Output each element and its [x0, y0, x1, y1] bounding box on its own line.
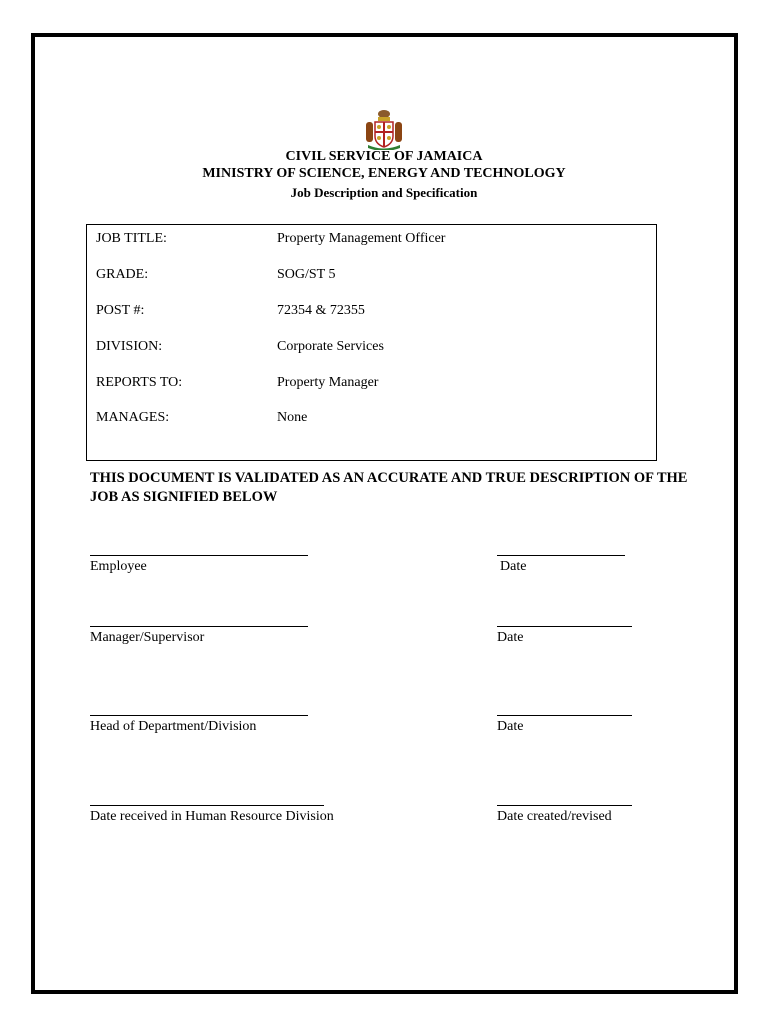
manager-signature-line[interactable]	[90, 626, 308, 627]
employee-signature-line[interactable]	[90, 555, 308, 556]
manages-value: None	[277, 410, 308, 425]
division-value: Corporate Services	[277, 339, 384, 354]
grade-label: GRADE:	[96, 267, 149, 282]
head-label: Head of Department/Division	[90, 719, 257, 734]
employee-date-label: Date	[500, 559, 527, 574]
manager-date-label: Date	[497, 630, 524, 645]
head-date-label: Date	[497, 719, 524, 734]
division-label: DIVISION:	[96, 339, 163, 354]
validation-statement: THIS DOCUMENT IS VALIDATED AS AN ACCURATE AND TRUE DESCRIPTION OF THE JOB AS SIGNIFIED BELOW	[90, 470, 688, 505]
head-signature-line[interactable]	[90, 715, 308, 716]
post-label: POST #:	[96, 303, 145, 318]
manager-date-line[interactable]	[497, 626, 632, 627]
job-title-label: JOB TITLE:	[96, 231, 167, 246]
created-revised-label: Date created/revised	[497, 809, 612, 824]
employee-label: Employee	[90, 559, 147, 574]
document-title: Job Description and Specification	[290, 185, 478, 200]
grade-value: SOG/ST 5	[277, 267, 336, 282]
org-heading: CIVIL SERVICE OF JAMAICA	[285, 149, 483, 164]
job-title-value: Property Management Officer	[277, 231, 446, 246]
reports-to-label: REPORTS TO:	[96, 375, 183, 390]
manages-label: MANAGES:	[96, 410, 170, 425]
hr-received-line[interactable]	[90, 805, 324, 806]
job-info-box	[86, 224, 657, 461]
created-revised-line[interactable]	[497, 805, 632, 806]
coat-of-arms-icon	[364, 108, 404, 150]
post-value: 72354 & 72355	[277, 303, 365, 318]
reports-to-value: Property Manager	[277, 375, 379, 390]
head-date-line[interactable]	[497, 715, 632, 716]
manager-label: Manager/Supervisor	[90, 630, 205, 645]
hr-received-label: Date received in Human Resource Division	[90, 809, 334, 824]
ministry-heading: MINISTRY OF SCIENCE, ENERGY AND TECHNOLOGY	[202, 166, 566, 181]
employee-date-line[interactable]	[497, 555, 625, 556]
